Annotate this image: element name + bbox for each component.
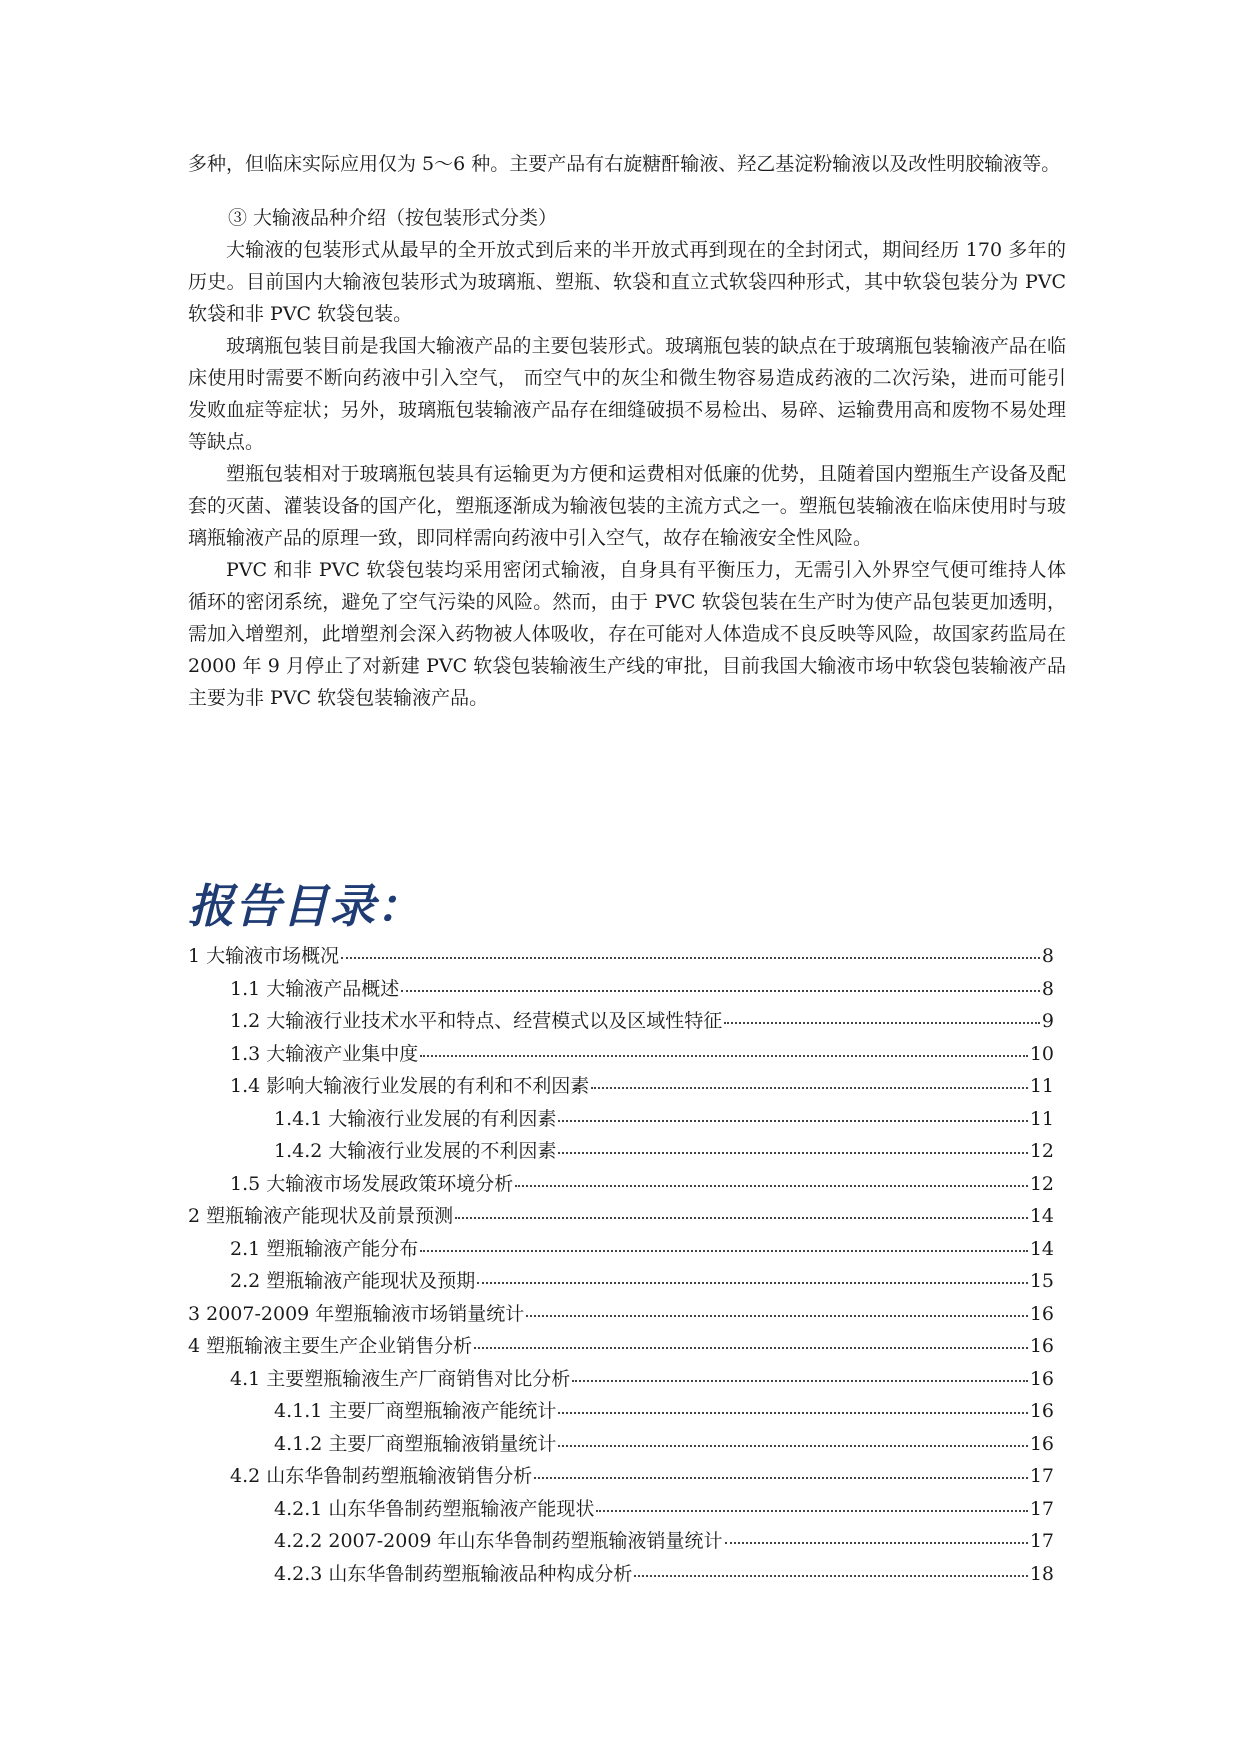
- toc-leader-dots: [572, 1366, 1028, 1385]
- toc-entry[interactable]: [188, 1135, 1054, 1168]
- toc-entry[interactable]: [188, 1168, 1054, 1201]
- toc-entry-label: 1.1 大输液产品概述: [230, 977, 400, 1000]
- toc-entry-page: 15: [1029, 1270, 1054, 1292]
- toc-entry-page: 16: [1029, 1302, 1054, 1325]
- toc-entry-label: 1.4.2 大输液行业发展的不利因素: [274, 1140, 557, 1162]
- paragraph-glass-bottle: 玻璃瓶包装目前是我国大输液产品的主要包装形式。玻璃瓶包装的缺点在于玻璃瓶包装输液产品在临床使用时需要不断向药液中引入空气， 而空气中的灰尘和微生物容易造成药液的二次污染，进而可能引发败血症等症状；另外，玻璃瓶包装输液产品存在细缝破损不易检出、易碎、运输费用高和废物不易处理等缺点。: [188, 335, 1066, 453]
- toc-entry-page: 16: [1029, 1432, 1054, 1455]
- toc-entry-label: 1.3 大输液产业集中度: [230, 1042, 419, 1065]
- toc-entry-label: 1.5 大输液市场发展政策环境分析: [230, 1172, 514, 1195]
- toc-entry-label: 4.2 山东华鲁制药塑瓶输液销售分析: [230, 1465, 533, 1487]
- toc-entry-page: 11: [1029, 1107, 1054, 1130]
- toc-leader-dots: [455, 1203, 1028, 1222]
- paragraph-gap: [188, 180, 1066, 202]
- toc-leader-dots: [558, 1106, 1027, 1125]
- toc-leader-dots: [724, 1008, 1040, 1027]
- toc-entry-page: 18: [1029, 1562, 1054, 1585]
- toc-entry[interactable]: [188, 1493, 1054, 1526]
- section-heading: ③ 大输液品种介绍（按包装形式分类）: [228, 207, 558, 229]
- toc-entry-page: 12: [1029, 1172, 1054, 1195]
- toc-entry-page: 17: [1029, 1465, 1054, 1487]
- toc-entry[interactable]: [188, 1460, 1054, 1493]
- toc-entry-label: 1 大输液市场概况: [188, 945, 340, 967]
- toc-entry-label: 4.1.1 主要厂商塑瓶输液产能统计: [274, 1400, 557, 1422]
- toc-entry-page: 17: [1029, 1497, 1054, 1520]
- toc-entry-page: 8: [1041, 977, 1054, 1000]
- toc-entry-label: 2.2 塑瓶输液产能现状及预期: [230, 1270, 476, 1292]
- toc-leader-dots: [558, 1138, 1027, 1157]
- toc-entry[interactable]: [188, 1298, 1054, 1331]
- paragraph-packaging-history: 大输液的包装形式从最早的全开放式到后来的半开放式再到现在的全封闭式，期间经历 170 多年的历史。目前国内大输液包装形式为玻璃瓶、塑瓶、软袋和直立式软袋四种形式，其中软袋包装分为 PVC 软袋和非 PVC 软袋包装。: [188, 239, 1066, 325]
- toc-entry[interactable]: [188, 1070, 1054, 1103]
- toc-entry[interactable]: [188, 1005, 1054, 1038]
- toc-entry-page: 12: [1029, 1140, 1054, 1162]
- toc-entry-page: 10: [1029, 1042, 1054, 1065]
- toc-leader-dots: [474, 1333, 1028, 1352]
- toc-leader-dots: [634, 1561, 1027, 1580]
- toc-leader-dots: [534, 1463, 1028, 1482]
- toc-entry-label: 4.2.2 2007-2009 年山东华鲁制药塑瓶输液销量统计: [274, 1530, 723, 1552]
- toc-leader-dots: [401, 976, 1040, 995]
- toc-leader-dots: [591, 1073, 1028, 1092]
- toc-entry-label: 3 2007-2009 年塑瓶输液市场销量统计: [188, 1302, 525, 1325]
- toc-entry-page: 16: [1029, 1335, 1054, 1357]
- body-text: [188, 148, 1066, 714]
- paragraph-continued: 多种，但临床实际应用仅为 5～6 种。主要产品有右旋糖酐输液、羟乙基淀粉输液以及改性明胶输液等。: [188, 153, 1061, 175]
- toc-entry[interactable]: [188, 1558, 1054, 1591]
- paragraph-soft-bag: PVC 和非 PVC 软袋包装均采用密闭式输液，自身具有平衡压力，无需引入外界空气便可维持人体循环的密闭系统，避免了空气污染的风险。然而，由于 PVC 软袋包装在生产时为使产品包装更加透明，需加入增塑剂，此增塑剂会深入药物被人体吸收，存在可能对人体造成不良反映等风险，故国家药监局在 2000 年 9 月停止了对新建 PVC 软袋包装输液生产线的审批，目前我国大输液市场中软袋包装输液产品主要为非 PVC 软袋包装输液产品。: [188, 559, 1066, 709]
- toc-leader-dots: [420, 1041, 1028, 1060]
- toc-entry[interactable]: [188, 1038, 1054, 1071]
- toc-entry[interactable]: [188, 1395, 1054, 1428]
- toc-entry-label: 4.2.1 山东华鲁制药塑瓶输液产能现状: [274, 1497, 595, 1520]
- toc-leader-dots: [558, 1431, 1027, 1450]
- toc-leader-dots: [596, 1496, 1027, 1515]
- toc-leader-dots: [558, 1398, 1027, 1417]
- toc-entry-label: 4.1 主要塑瓶输液生产厂商销售对比分析: [230, 1367, 571, 1390]
- toc-entry-label: 4 塑瓶输液主要生产企业销售分析: [188, 1335, 473, 1357]
- toc-entry-page: 14: [1029, 1237, 1054, 1260]
- toc-entry-page: 9: [1041, 1010, 1054, 1032]
- toc-entry-page: 16: [1029, 1367, 1054, 1390]
- toc-entry[interactable]: [188, 1525, 1054, 1558]
- toc-entry[interactable]: [188, 1200, 1054, 1233]
- toc-title: 报告目录：: [188, 879, 423, 933]
- toc-entry-label: 4.2.3 山东华鲁制药塑瓶输液品种构成分析: [274, 1562, 633, 1585]
- toc-entry-label: 1.4 影响大输液行业发展的有利和不利因素: [230, 1075, 590, 1097]
- toc-leader-dots: [526, 1301, 1028, 1320]
- toc-entry[interactable]: [188, 1265, 1054, 1298]
- toc-entry[interactable]: [188, 1233, 1054, 1266]
- toc-entry[interactable]: [188, 973, 1054, 1006]
- toc-entry[interactable]: [188, 1428, 1054, 1461]
- toc-entry[interactable]: [188, 940, 1054, 973]
- toc-entry-label: 2.1 塑瓶输液产能分布: [230, 1237, 419, 1260]
- toc-leader-dots: [515, 1171, 1028, 1190]
- toc-entry-page: 16: [1029, 1400, 1054, 1422]
- table-of-contents: [188, 940, 1054, 1590]
- toc-leader-dots: [420, 1236, 1028, 1255]
- toc-entry-page: 11: [1029, 1075, 1054, 1097]
- toc-leader-dots: [341, 943, 1040, 962]
- toc-entry-label: 1.2 大输液行业技术水平和特点、经营模式以及区域性特征: [230, 1010, 723, 1032]
- toc-leader-dots: [477, 1268, 1028, 1287]
- toc-entry-page: 17: [1029, 1530, 1054, 1552]
- toc-entry[interactable]: [188, 1363, 1054, 1396]
- toc-entry-page: 14: [1029, 1205, 1054, 1227]
- toc-entry-page: 8: [1041, 945, 1054, 967]
- toc-entry-label: 4.1.2 主要厂商塑瓶输液销量统计: [274, 1432, 557, 1455]
- paragraph-plastic-bottle: 塑瓶包装相对于玻璃瓶包装具有运输更为方便和运费相对低廉的优势，且随着国内塑瓶生产设备及配套的灭菌、灌装设备的国产化，塑瓶逐渐成为输液包装的主流方式之一。塑瓶包装输液在临床使用时与玻璃瓶输液产品的原理一致，即同样需向药液中引入空气，故存在输液安全性风险。: [188, 463, 1066, 549]
- toc-entry-label: 2 塑瓶输液产能现状及前景预测: [188, 1205, 454, 1227]
- toc-leader-dots: [725, 1528, 1028, 1547]
- toc-entry-label: 1.4.1 大输液行业发展的有利因素: [274, 1107, 557, 1130]
- toc-entry[interactable]: [188, 1330, 1054, 1363]
- toc-entry[interactable]: [188, 1103, 1054, 1136]
